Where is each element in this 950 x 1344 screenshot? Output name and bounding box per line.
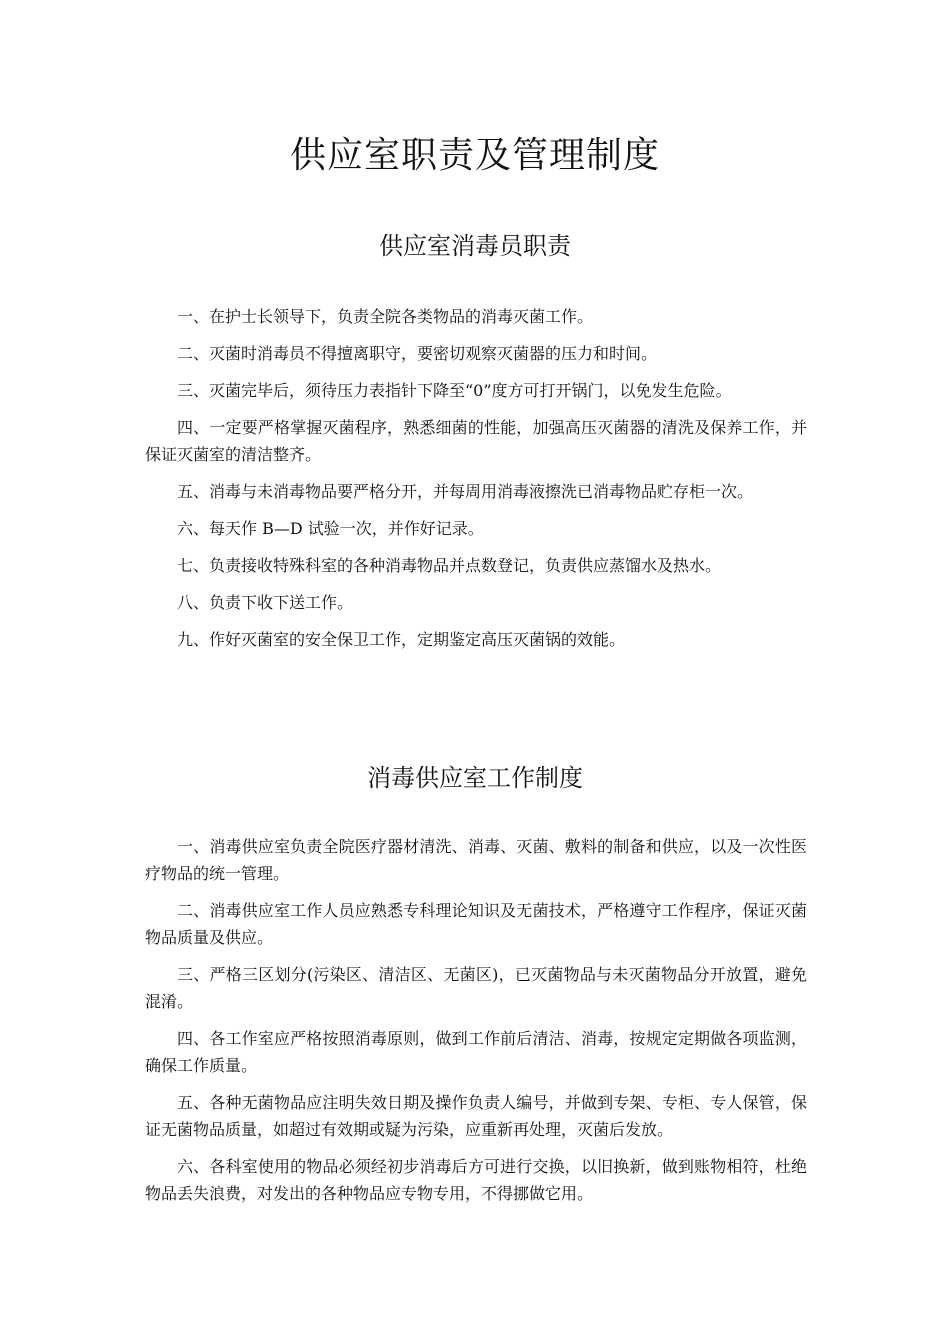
paragraph: 八、负责下收下送工作。 xyxy=(177,593,354,612)
paragraph: 五、消毒与未消毒物品要严格分开，并每周用消毒液擦洗已消毒物品贮存柜一次。 xyxy=(177,482,754,501)
paragraph: 七、负责接收特殊科室的各种消毒物品并点数登记，负责供应蒸馏水及热水。 xyxy=(177,556,722,575)
section-heading-disinfector-duties: 供应室消毒员职责 xyxy=(379,232,571,260)
paragraph: 四、一定要严格掌握灭菌程序，熟悉细菌的性能，加强高压灭菌器的清洗及保养工作，并保证灭菌室的清洁整齐。 xyxy=(145,418,807,464)
section-heading-supply-room-rules: 消毒供应室工作制度 xyxy=(367,764,583,792)
paragraph: 二、灭菌时消毒员不得擅离职守，要密切观察灭菌器的压力和时间。 xyxy=(177,344,658,363)
paragraph: 一、消毒供应室负责全院医疗器材清洗、消毒、灭菌、敷料的制备和供应，以及一次性医疗物品的统一管理。 xyxy=(145,837,807,883)
section-body-disinfector-duties xyxy=(145,303,807,663)
paragraph: 五、各种无菌物品应注明失效日期及操作负责人编号，并做到专架、专柜、专人保管，保证无菌物品质量，如超过有效期或疑为污染，应重新再处理，灭菌后发放。 xyxy=(145,1093,807,1139)
paragraph: 三、灭菌完毕后，须待压力表指针下降至“0”度方可打开锅门，以免发生危险。 xyxy=(177,381,732,400)
paragraph: 二、消毒供应室工作人员应熟悉专科理论知识及无菌技术，严格遵守工作程序，保证灭菌物品质量及供应。 xyxy=(145,901,807,947)
paragraph: 四、各工作室应严格按照消毒原则，做到工作前后清洁、消毒，按规定定期做各项监测，确保工作质量。 xyxy=(145,1029,807,1075)
paragraph: 六、每天作 B—D 试验一次，并作好记录。 xyxy=(177,519,484,538)
paragraph: 三、严格三区划分(污染区、清洁区、无菌区)，已灭菌物品与未灭菌物品分开放置，避免混淆。 xyxy=(145,965,807,1011)
paragraph: 六、各科室使用的物品必须经初步消毒后方可进行交换，以旧换新，做到账物相符，杜绝物品丢失浪费，对发出的各种物品应专物专用，不得挪做它用。 xyxy=(145,1157,807,1203)
section-body-supply-room-rules xyxy=(145,833,807,1217)
document-title: 供应室职责及管理制度 xyxy=(289,135,660,176)
paragraph: 九、作好灭菌室的安全保卫工作，定期鉴定高压灭菌锅的效能。 xyxy=(177,630,626,649)
paragraph: 一、在护士长领导下，负责全院各类物品的消毒灭菌工作。 xyxy=(177,307,594,326)
